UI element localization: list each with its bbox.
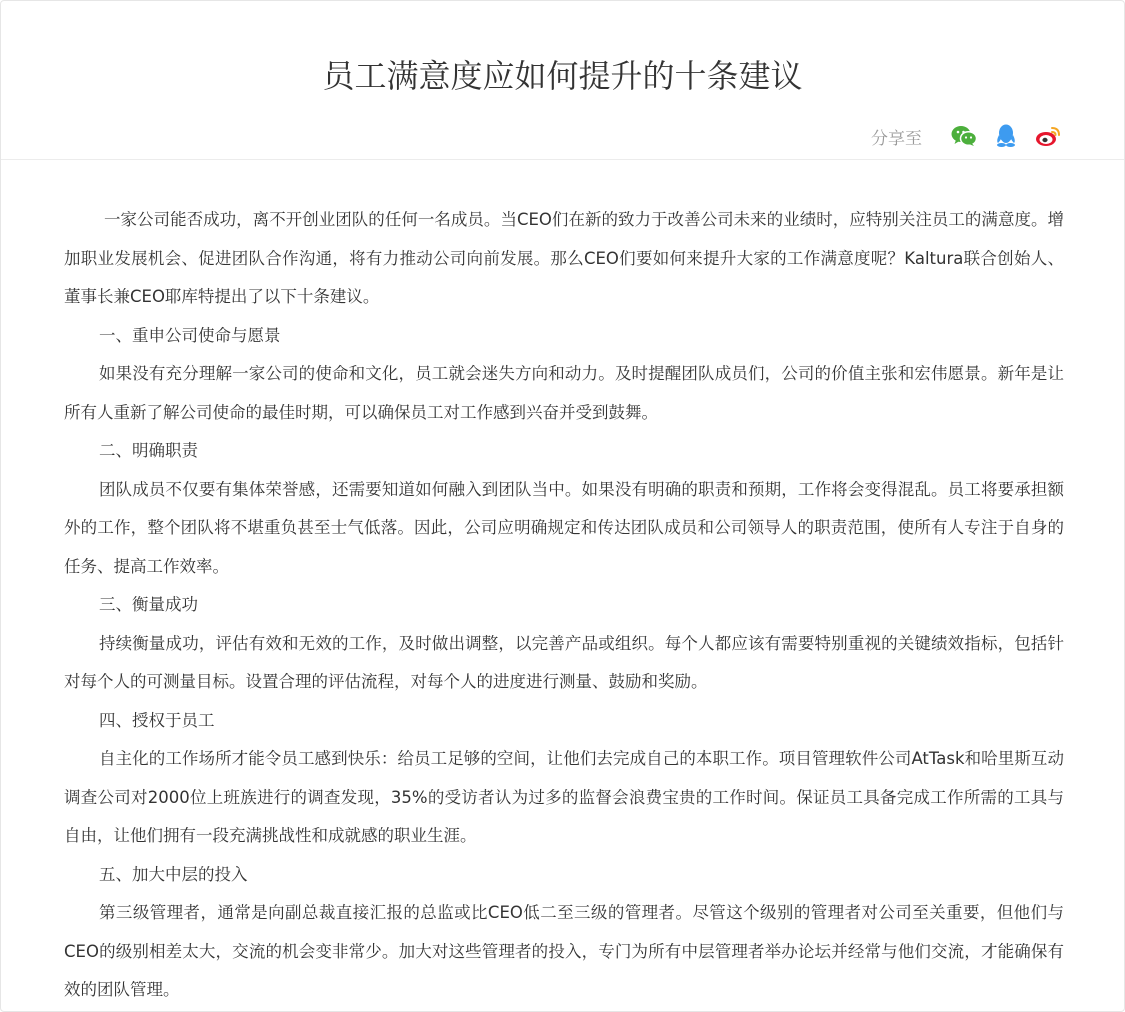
article-title: 员工满意度应如何提升的十条建议 [322,57,803,95]
section-paragraph: 自主化的工作场所才能令员工感到快乐：给员工足够的空间，让他们去完成自己的本职工作。项目管理软件公司AtTask和哈里斯互动调查公司对2000位上班族进行的调查发现，35%的受访者认为过多的监督会浪费宝贵的工作时间。保证员工具备完成工作所需的工具与自由，让他们拥有一段充满挑战性和成就感的职业生涯。 [64,749,1064,845]
section-paragraph: 如果没有充分理解一家公司的使命和文化，员工就会迷失方向和动力。及时提醒团队成员们，公司的价值主张和宏伟愿景。新年是让所有人重新了解公司使命的最佳时期，可以确保员工对工作感到兴奋并受到鼓舞。 [64,364,1064,422]
wechat-icon[interactable] [950,122,978,150]
weibo-icon[interactable] [1034,122,1062,150]
article-header [1,1,1124,160]
section-heading: 二、明确职责 [99,441,198,460]
section-heading: 四、授权于员工 [99,710,215,730]
intro-paragraph: 一家公司能否成功，离不开创业团队的任何一名成员。当CEO们在新的致力于改善公司未来的业绩时，应特别关注员工的满意度。增加职业发展机会、促进团队合作沟通，将有力推动公司向前发展。那么CEO们要如何来提升大家的工作满意度呢？Kaltura联合创始人、董事长兼CEO耶库特提出了以下十条建议。 [64,210,1064,306]
share-label: 分享至 [871,128,922,149]
qq-icon[interactable] [992,122,1020,150]
share-bar [871,119,1062,153]
section-paragraph: 第三级管理者，通常是向副总裁直接汇报的总监或比CEO低二至三级的管理者。尽管这个级别的管理者对公司至关重要，但他们与CEO的级别相差太大，交流的机会变非常少。加大对这些管理者的投入，专门为所有中层管理者举办论坛并经常与他们交流，才能确保有效的团队管理。 [64,903,1064,999]
section-heading: 五、加大中层的投入 [99,864,248,884]
section-heading: 一、重申公司使命与愿景 [99,325,281,345]
article-body [64,201,1064,1010]
section-heading: 三、衡量成功 [99,595,198,614]
section-paragraph: 团队成员不仅要有集体荣誉感，还需要知道如何融入到团队当中。如果没有明确的职责和预期，工作将会变得混乱。员工将要承担额外的工作，整个团队将不堪重负甚至士气低落。因此，公司应明确规定和传达团队成员和公司领导人的职责范围，使所有人专注于自身的任务、提高工作效率。 [64,479,1064,576]
section-paragraph: 持续衡量成功，评估有效和无效的工作，及时做出调整，以完善产品或组织。每个人都应该有需要特别重视的关键绩效指标，包括针对每个人的可测量目标。设置合理的评估流程，对每个人的进度进行测量、鼓励和奖励。 [64,633,1064,691]
